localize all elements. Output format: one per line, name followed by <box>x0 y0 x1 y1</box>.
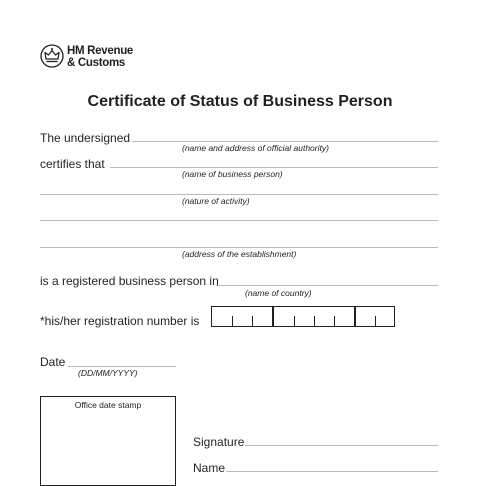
registration-box-group-1[interactable] <box>211 306 273 327</box>
activity-field[interactable] <box>40 194 438 195</box>
signature-field[interactable] <box>245 445 438 446</box>
activity-hint: (nature of activity) <box>182 196 250 206</box>
digit-divider <box>375 316 376 326</box>
address-hint: (address of the establishment) <box>182 249 297 259</box>
brand-name-line1: HM Revenue <box>67 45 134 57</box>
digit-divider <box>294 316 295 326</box>
date-label: Date <box>40 355 66 369</box>
date-hint: (DD/MM/YYYY) <box>78 368 138 378</box>
name-field[interactable] <box>226 471 438 472</box>
registration-box-group-3[interactable] <box>355 306 395 327</box>
crown-icon <box>40 44 64 68</box>
hmrc-logo <box>40 44 160 74</box>
certifies-label: certifies that <box>40 157 105 171</box>
undersigned-hint: (name and address of official authority) <box>182 143 329 153</box>
page-title: Certificate of Status of Business Person <box>87 93 393 110</box>
country-field[interactable] <box>216 285 438 286</box>
undersigned-label: The undersigned <box>40 131 131 145</box>
business-person-hint: (name of business person) <box>182 169 283 179</box>
address-field-line1[interactable] <box>40 220 438 221</box>
digit-divider <box>314 316 315 326</box>
undersigned-field[interactable] <box>132 141 438 142</box>
stamp-label: Office date stamp <box>74 400 142 410</box>
brand-name <box>67 46 133 69</box>
date-field[interactable] <box>68 366 176 367</box>
digit-divider <box>232 316 233 326</box>
address-field-line2[interactable] <box>40 247 438 248</box>
name-label: Name <box>193 461 226 475</box>
digit-divider <box>252 316 253 326</box>
business-person-field[interactable] <box>110 167 438 168</box>
registration-label: *his/her registration number is <box>40 314 200 328</box>
office-date-stamp-box <box>40 396 176 486</box>
signature-label: Signature <box>193 435 245 449</box>
registration-box-group-2[interactable] <box>273 306 355 327</box>
digit-divider <box>334 316 335 326</box>
brand-name-line2: & Customs <box>67 56 126 69</box>
country-hint: (name of country) <box>245 288 312 298</box>
registered-label: is a registered business person in <box>40 274 219 288</box>
